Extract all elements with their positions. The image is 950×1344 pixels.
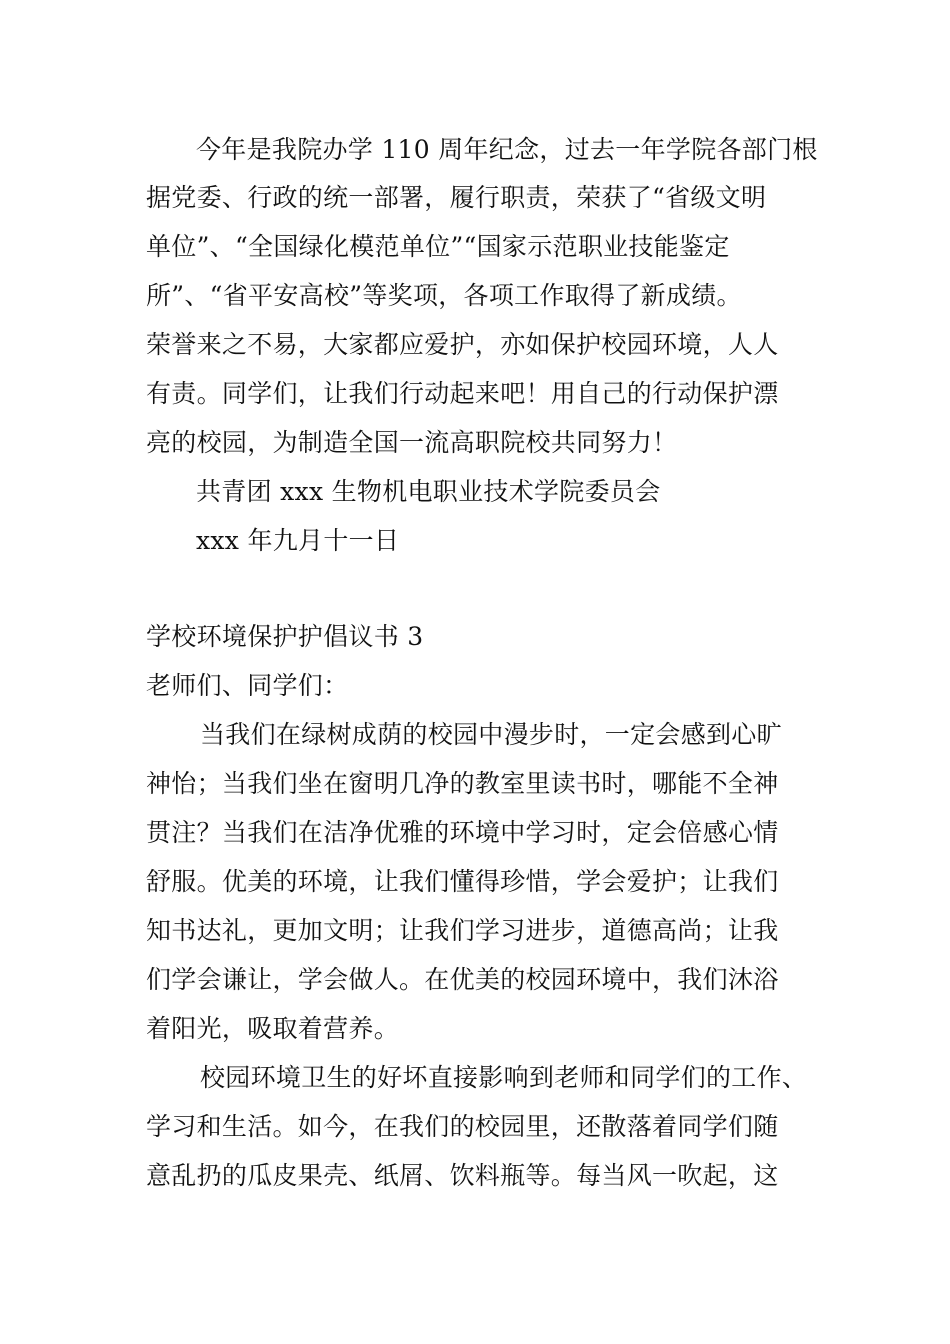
paragraph-line: 意乱扔的瓜皮果壳、纸屑、饮料瓶等。每当风一吹起，这 — [146, 1161, 779, 1190]
signature-organization: 共青团 xxx 生物机电职业技术学院委员会 — [196, 477, 661, 506]
paragraph-line: 舒服。优美的环境，让我们懂得珍惜，学会爱护；让我们 — [146, 867, 779, 896]
paragraph-line: 当我们在绿树成荫的校园中漫步时，一定会感到心旷 — [200, 720, 782, 749]
paragraph-line: 校园环境卫生的好坏直接影响到老师和同学们的工作、 — [200, 1063, 808, 1092]
paragraph-line: 单位”、“全国绿化模范单位”“国家示范职业技能鉴定 — [146, 232, 730, 261]
signature-date: xxx 年九月十一日 — [196, 526, 400, 555]
paragraph-line: 们学会谦让，学会做人。在优美的校园环境中，我们沐浴 — [146, 965, 779, 994]
paragraph-line: 神怡；当我们坐在窗明几净的教室里读书时，哪能不全神 — [146, 769, 779, 798]
paragraph-line: 荣誉来之不易，大家都应爱护，亦如保护校园环境，人人 — [146, 330, 779, 359]
paragraph-line: 所”、“省平安高校”等奖项，各项工作取得了新成绩。 — [146, 281, 742, 310]
paragraph-line: 着阳光，吸取着营养。 — [146, 1014, 400, 1043]
paragraph-line: 知书达礼，更加文明；让我们学习进步，道德高尚；让我 — [146, 916, 779, 945]
paragraph-line: 有责。同学们，让我们行动起来吧！用自己的行动保护漂 — [146, 379, 779, 408]
salutation: 老师们、同学们： — [146, 671, 349, 700]
paragraph-line: 学习和生活。如今，在我们的校园里，还散落着同学们随 — [146, 1112, 779, 1141]
paragraph-line: 据党委、行政的统一部署，履行职责，荣获了“省级文明 — [146, 183, 767, 212]
paragraph-line: 亮的校园，为制造全国一流高职院校共同努力！ — [146, 428, 678, 457]
paragraph-line: 贯注？当我们在洁净优雅的环境中学习时，定会倍感心情 — [146, 818, 779, 847]
paragraph-line: 今年是我院办学 110 周年纪念，过去一年学院各部门根 — [196, 135, 818, 164]
document-title: 学校环境保护护倡议书 3 — [146, 622, 424, 651]
